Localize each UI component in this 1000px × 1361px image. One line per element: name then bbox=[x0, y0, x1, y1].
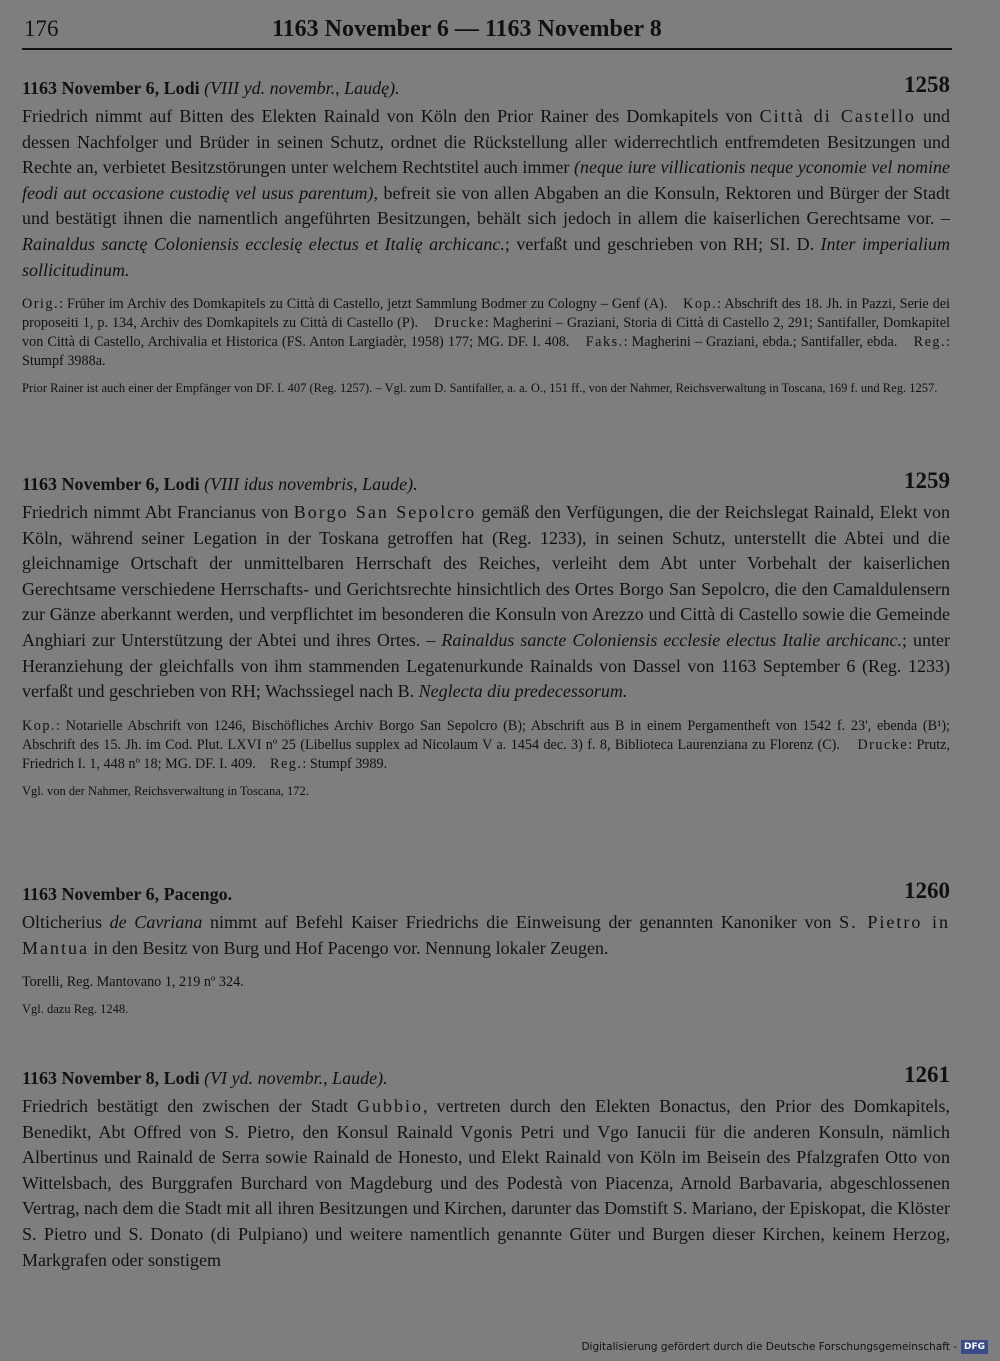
apparatus-text: Torelli, Reg. Mantovano 1, 219 nº 324. bbox=[22, 974, 244, 991]
regest-segment: Friedrich nimmt auf Bitten des Elekten Rainald von Köln den Prior Rainer des Domkapitels von bbox=[22, 106, 760, 126]
apparatus-label: Reg. bbox=[269, 755, 303, 772]
entry-original-date: (VIII idus novembris, Laude). bbox=[204, 474, 418, 494]
digitization-footer bbox=[581, 1339, 988, 1355]
commentary-text: Vgl. von der Nahmer, Reichsverwaltung in Toscana, 172. bbox=[22, 783, 309, 798]
apparatus-item: : Notarielle Abschrift von 1246, Bischöfliches Archiv Borgo San Sepolcro (B); Abschrift aus B in einem Pergamentheft von 1542 f. 23', ebenda (B¹); Abschrift des 15. Jh. im Cod. Plut. LXVI nº 25 (Libellus supplex ad Nicolaum V a. 1454 dec. 3) f. 8, Biblioteca Laurenziana zu Florenz (C). bbox=[22, 717, 950, 753]
commentary-text: Prior Rainer ist auch einer der Empfänger von DF. I. 407 (Reg. 1257). – Vgl. zum D. Santifaller, a. a. O., 151 ff., von der Nahmer, Reichsverwaltung in Toscana, 169 f. und Reg. 1257. bbox=[22, 381, 938, 396]
apparatus-item: : Prutz, Friedrich I. 1, 448 nº 18; MG. DF. I. 409. bbox=[22, 736, 951, 772]
apparatus-label: Faks. bbox=[585, 334, 624, 351]
regest-segment: nimmt auf Befehl Kaiser Friedrichs die Einweisung der genannten Kanoniker von bbox=[202, 912, 840, 932]
apparatus-text bbox=[22, 717, 950, 774]
entry-original-date: (VIII yd. novembr., Laudę). bbox=[204, 78, 400, 98]
entry-date: 1163 November 6, Lodi bbox=[22, 474, 200, 494]
entry-header bbox=[22, 1062, 950, 1094]
entry-date: 1163 November 6, Pacengo. bbox=[22, 884, 233, 904]
running-head bbox=[22, 14, 952, 50]
recipient-place: Città di Castello bbox=[759, 106, 916, 126]
entry-number: 1258 bbox=[904, 72, 950, 97]
regest-segment: ; unter Heranziehung der gleichfalls von ihm stammenden Legatenurkunde Rainalds von Dassel von 1163 September 6 (Reg. 1233) verfaßt und geschrieben von RH; Wachssiegel nach B. bbox=[22, 629, 950, 702]
regest-segment: in den Besitz von Burg und Hof Pacengo vor. Nennung lokaler Zeugen. bbox=[88, 937, 609, 958]
apparatus-label: Drucke bbox=[433, 315, 485, 332]
footer-text: Digitalisierung gefördert durch die Deutsche Forschungsgemeinschaft - bbox=[581, 1341, 957, 1353]
regest-segment: Friedrich bestätigt den zwischen der Stadt bbox=[22, 1096, 357, 1116]
recipient-place: Borgo San Sepolcro bbox=[293, 502, 477, 522]
apparatus-item: : Stumpf 3989. bbox=[302, 755, 388, 772]
entry-number: 1261 bbox=[904, 1062, 950, 1087]
entry-date: 1163 November 6, Lodi bbox=[22, 78, 200, 98]
dfg-logo: DFG bbox=[961, 1340, 988, 1354]
regest-entry-1261 bbox=[22, 1062, 950, 1273]
commentary-text: Vgl. dazu Reg. 1248. bbox=[22, 1002, 129, 1017]
regest-text bbox=[22, 104, 950, 283]
incipit: Neglecta diu predecessorum. bbox=[418, 681, 628, 702]
apparatus-item: : Magherini – Graziani, Storia di Città di Castello 2, 291; Santifaller, Domkapitel von Città di Castello, Archivalia et Historica (FS. Anton Largiadèr, 1958) 177; MG. DF. I. 408. bbox=[22, 315, 950, 351]
entry-date: 1163 November 8, Lodi bbox=[22, 1068, 200, 1088]
regest-entry-1259 bbox=[22, 468, 951, 799]
recipient-place: S. Pietro in Mantua bbox=[22, 912, 950, 958]
apparatus-item: : Früher im Archiv des Domkapitels zu Città di Castello, jetzt Sammlung Bodmer zu Cologny – Genf (A). bbox=[59, 296, 668, 313]
entry-number: 1260 bbox=[904, 878, 950, 903]
regest-quote: Rainaldus sancte Coloniensis ecclesie electus Italie archicanc. bbox=[441, 629, 903, 650]
regest-segment: , befreit sie von allen Abgaben an die Konsuln, Rektoren und Bürger der Stadt und bestätigt ihnen die namentlich angeführten Besitzungen, behält sich jedoch in allem die kaiserlichen Gerechtsame vor. – bbox=[22, 182, 950, 229]
entry-original-date: (VI yd. novembr., Laude). bbox=[204, 1068, 388, 1088]
regest-segment: gemäß den Verfügungen, die der Reichslegat Rainald, Elekt von Köln, während seiner Legation in der Toskana getroffen hat (Reg. 1233), in seinen Schutz, unterstellt die Abtei und die gleichnamige Ortschaft der unmittelbaren Herrschaft des Reiches, verleiht dem Abt unter Vorbehalt der kaiserlichen Gerechtsame verschiedene Herrschafts- und Gerichtsrechte hinsichtlich des Ortes Borgo San Sepolcro, die den Camaldulensern zur Gänze aberkannt werden, und verpflichtet im besonderen die Konsuln von Arezzo und Città di Castello sowie die Gemeinde Anghiari zur Unterstützung der Abtei und ihres Ortes. – bbox=[22, 502, 950, 650]
running-head-title: 1163 November 6 — 1163 November 8 bbox=[272, 16, 662, 42]
regest-text bbox=[22, 500, 950, 705]
entry-header bbox=[22, 468, 950, 500]
page-number: 176 bbox=[24, 16, 59, 41]
regest-text bbox=[22, 1094, 950, 1273]
regest-quote: Rainaldus sanctę Coloniensis ecclesię electus et Italię archicanc. bbox=[22, 233, 505, 254]
regest-segment: und dessen Nachfolger und Brüder in seinen Schutz, ordnet die Rückstellung aller widerrechtlich entfremdeten Besitzungen und Rechte an, verbietet Besitzstörungen unter welchem Rechtstitel auch immer bbox=[22, 106, 951, 178]
regest-quote: (neque iure villicationis neque yconomie vel nomine feodi aut occasione custodię vel usus parentum) bbox=[22, 157, 950, 203]
regest-quote: de Cavriana bbox=[109, 912, 203, 932]
apparatus-label: Kop. bbox=[22, 717, 56, 734]
regest-entry-1260 bbox=[22, 878, 950, 1017]
apparatus-label: Orig. bbox=[22, 296, 60, 313]
recipient-place: Gubbio bbox=[357, 1096, 423, 1116]
incipit: Inter imperialium sollicitudinum. bbox=[22, 233, 950, 280]
regest-text bbox=[22, 910, 950, 961]
regest-segment: , vertreten durch den Elekten Bonactus, den Prior des Domkapitels, Benedikt, Abt Offred von S. Pietro, den Konsul Rainald Vgonis Petri und Vgo Ianucii für die anderen Konsuln, nämlich Albertinus und Rainald de Serra sowie Rainald de Honesto, und Elekt Rainald von Köln im Beisein des Pfalzgrafen Otto von Wittelsbach, des Burggrafen Burchard von Magdeburg und des Podestà von Piacenza, Arnold Barbavaria, abgeschlossenen Vertrag, nach dem die Stadt mit all ihren Besitzungen und Kirchen, darunter das Domstift S. Mariano, der Episkopat, die Klöster S. Pietro und S. Donato (di Pulpiano) und weitere namentlich genannte Güter und Burgen dieser Kirchen, keinem Herzog, Markgrafen oder sonstigem bbox=[22, 1096, 950, 1270]
entry-number: 1259 bbox=[904, 468, 950, 493]
entry-header bbox=[22, 878, 950, 910]
apparatus-item: : Stumpf 3988a. bbox=[22, 334, 950, 370]
apparatus-item: : Magherini – Graziani, ebda.; Santifaller, ebda. bbox=[623, 334, 898, 351]
apparatus-label: Reg. bbox=[913, 334, 947, 351]
regest-segment: ; verfaßt und geschrieben von RH; SI. D. bbox=[504, 233, 821, 254]
apparatus-label: Kop. bbox=[683, 296, 718, 313]
entry-header bbox=[22, 72, 950, 104]
apparatus-text bbox=[22, 295, 950, 371]
regest-segment: Olticherius bbox=[22, 912, 110, 932]
apparatus-item: : Abschrift des 18. Jh. in Pazzi, Serie dei proposeiti 1, p. 134, Archiv des Domkapitels zu Città di Castello (P). bbox=[22, 296, 951, 332]
regest-segment: Friedrich nimmt Abt Francianus von bbox=[22, 502, 294, 522]
regest-entry-1258 bbox=[22, 72, 951, 396]
apparatus-label: Drucke bbox=[857, 736, 909, 753]
